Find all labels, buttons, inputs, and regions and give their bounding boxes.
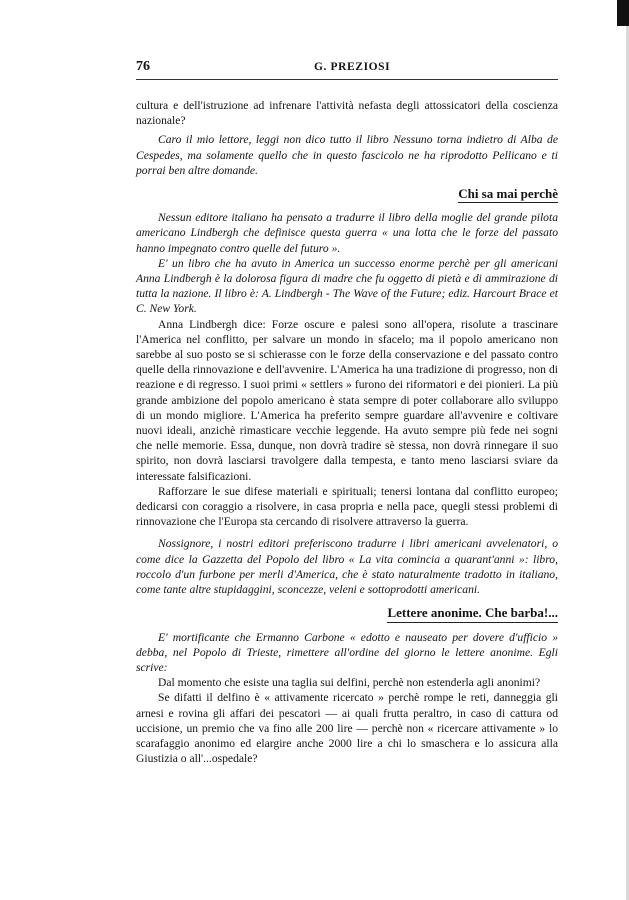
paragraph-lindbergh-quote-cont: Rafforzare le sue difese materiali e spirituali; tenersi lontana dal conflitto europeo; dedicarsi con coraggio a risolvere, in casa propria e nella pace, quegli stessi problemi di rinnovazione che l'Europa sta cercando di risolvere attraverso la guerra. [136, 484, 558, 529]
paragraph-reader-note: Caro il mio lettore, leggi non dico tutto il libro Nessuno torna indietro di Alba de Cespedes, ma solamente quello che in questo fascicolo ne ha riprodotto Pellicano e ti porrai ben altre domande. [136, 133, 558, 177]
paragraph-continuation: cultura e dell'istruzione ad infrenare l'attività nefasta degli attossicatori della coscienza nazionale? [136, 99, 558, 128]
paragraph-lindbergh-intro: Nessun editore italiano ha pensato a tradurre il libro della moglie del grande pilota americano Lindbergh che definisce questa guerra « una lotta che le forze del passato hanno impegnato contro quelle del futuro ». [136, 211, 558, 255]
running-title: G. PREZIOSI [314, 61, 391, 73]
paragraph-lindbergh-book: E' un libro che ha avuto in America un successo enorme perchè per gli americani Anna Lindbergh è la dolorosa figura di madre che fu oggetto di pietà e di ammirazione di tutta la nazione. Il libro è: A. Lindbergh - The Wave of the Future; ediz. Harcourt Brace et C. New York. [136, 256, 558, 316]
page-corner-mark [617, 0, 629, 26]
paragraph-scarafaggio: Se difatti il delfino è « attivamente ricercato » perchè rompe le reti, danneggia gli arnesi e rovina gli affari dei pescatori — ai quali frutta peraltro, in caso di cattura od uccisione, un premio che va fino alle 200 lire — perchè non « ricercare attivamente » lo scarafaggio anonimo ed elargire anche 2000 lire a chi lo smaschera e lo assicura alla Giustizia o all'...ospedale? [136, 691, 558, 766]
paragraph-delfini: Dal momento che esiste una taglia sui delfini, perchè non estenderla agli anonimi? [158, 676, 541, 690]
section-heading-lettere-anonime: Lettere anonime. Che barba!... [136, 605, 558, 622]
section-heading-chi-sa-mai-perche: Chi sa mai perchè [136, 186, 558, 203]
article-body [136, 98, 558, 766]
page-number: 76 [136, 59, 150, 74]
paragraph-lindbergh-quote: Anna Lindbergh dice: Forze oscure e palesi sono all'opera, risolute a trascinare l'America nel conflitto, per salvare un mondo in sfacelo; ma il popolo americano non sarebbe al suo posto se si schierasse con le forze della conservazione e del passato contro quelle della rinnovazione e dell'avvenire. L'America ha una tradizione di progresso, non di reazione e di regresso. I suoi primi « settlers » furono dei riformatori e dei pionieri. La più grande ambizione del popolo americano è stata sempre di poter collaborare allo sviluppo di un mondo migliore. L'America ha preferito sempre guardare all'avvenire e coltivare nuovi ideali, anzichè rimasticare vecchie leggende. Ha avuto sempre più fede nei sogni che nelle memorie. Essa, dunque, non dovrà tradire sè stessa, non dovrà rinnegare il suo spirito, non dovrà lasciarsi travolgere dalla tempesta, e tanto meno lasciarsi sviare da interessate falsificazioni. [136, 317, 558, 483]
running-header [136, 57, 558, 80]
paragraph-editors: Nossignore, i nostri editori preferiscono tradurre i libri americani avvelenatori, o come dice la Gazzetta del Popolo del libro « La vita comincia a quarant'anni »: libro, roccolo d'un furbone per merli d'America, che è stato naturalmente tradotto in italiano, come tante altre stupidaggini, sconcezze, veleni e sottoprodotti americani. [136, 537, 558, 597]
paragraph-carbone: E' mortificante che Ermanno Carbone « edotto e nauseato per dovere d'ufficio » debba, nel Popolo di Trieste, rimettere all'ordine del giorno le lettere anonime. Egli scrive: [136, 630, 558, 674]
